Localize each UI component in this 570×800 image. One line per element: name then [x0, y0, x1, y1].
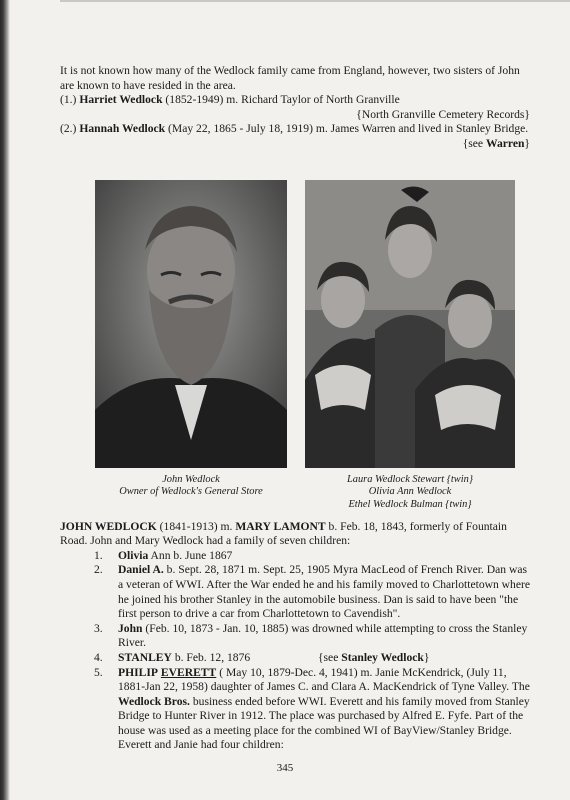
wedlock-sisters-photo: [305, 180, 515, 468]
child-number: 5.: [94, 665, 103, 679]
child-number: 4.: [94, 650, 103, 664]
caption-line: John Wedlock: [162, 473, 220, 485]
list-item: [60, 549, 530, 564]
sister-2-note: [60, 137, 530, 152]
intro-section: [60, 64, 530, 152]
child-name-underlined: EVERETT: [160, 665, 217, 679]
child-bold-mid: Wedlock Bros.: [118, 694, 190, 708]
spouse-name: MARY LAMONT: [235, 519, 326, 533]
caption-line: Owner of Wedlock's General Store: [119, 486, 263, 498]
child-name: Daniel A.: [118, 563, 164, 577]
child-text: Ann b. June 1867: [150, 548, 233, 562]
sister-1-note: {North Granville Cemetery Records}: [356, 107, 530, 121]
family-text: b. Feb. 18, 1843, formerly of Fountain Road. John and Mary Wedlock had a family of seven children:: [60, 519, 507, 548]
john-wedlock-photo: [95, 180, 287, 468]
child-number: 3.: [94, 621, 103, 635]
see-note: [318, 651, 429, 664]
sister-2-number: (2.): [60, 122, 77, 136]
page-number: 345: [276, 762, 294, 774]
list-item: [60, 651, 530, 666]
sister-2: [60, 122, 530, 137]
family-section: [60, 520, 530, 754]
list-item: [60, 666, 530, 754]
caption-line: Olivia Ann Wedlock: [368, 486, 452, 498]
photo-section: [60, 180, 530, 520]
sister-1-number: (1.): [60, 93, 77, 107]
list-item: [60, 563, 530, 621]
note-prefix: {see: [317, 650, 342, 664]
note-suffix: }: [423, 650, 430, 664]
family-head: [60, 520, 530, 549]
page-top-edge: [60, 0, 570, 2]
sisters-caption: [305, 474, 515, 512]
sister-2-name: Hannah Wedlock: [79, 122, 166, 136]
child-text: (Feb. 10, 1873 - Jan. 10, 1885) was drowned while attempting to cross the Stanley River.: [118, 621, 528, 650]
page-content: [60, 64, 530, 753]
note-bold: Stanley Wedlock: [341, 650, 424, 664]
child-number: 2.: [94, 563, 103, 577]
note-bold: Warren: [485, 136, 525, 150]
head-name: JOHN WEDLOCK: [60, 519, 157, 533]
children-list: [60, 549, 530, 753]
child-text: b. Sept. 28, 1871 m. Sept. 25, 1905 Myra MacLeod of French River. Dan was a veteran of WWI. After the War ended he and his family moved to Charlottetown where he joined his brother Stanley in the automobile business. Dan is said to have been "the first person to drive a car from Charlottetown to Cavendish".: [118, 563, 531, 621]
child-text: ( May 10, 1879-Dec. 4, 1941) m. Janie McKendrick, (July 11, 1881-Jan 22, 1958) daughter of James C. and Clara A. MacKendrick of Tyne Valley. The: [118, 665, 530, 694]
binding-shadow: [0, 0, 10, 800]
child-name: PHILIP: [118, 665, 158, 679]
child-name: Olivia: [118, 548, 149, 562]
note-suffix: }: [524, 136, 530, 150]
head-dates: (1841-1913) m.: [159, 519, 233, 533]
child-number: 1.: [94, 548, 103, 562]
john-wedlock-caption: [95, 474, 287, 500]
sister-1-name: Harriet Wedlock: [79, 93, 163, 107]
caption-line: Ethel Wedlock Bulman {twin}: [348, 499, 472, 511]
sister-1-text: (1852-1949) m. Richard Taylor of North Granville: [165, 93, 400, 107]
child-name: John: [118, 621, 143, 635]
intro-text: It is not known how many of the Wedlock family came from England, however, two sisters of John are known to have resided in the area.: [60, 64, 520, 92]
caption-line: Laura Wedlock Stewart {twin}: [347, 473, 473, 485]
child-text: b. Feb. 12, 1876: [174, 650, 251, 664]
list-item: [60, 622, 530, 651]
child-name: STANLEY: [118, 650, 172, 664]
sister-2-text: (May 22, 1865 - July 18, 1919) m. James Warren and lived in Stanley Bridge.: [168, 122, 529, 136]
sister-1: [60, 93, 530, 108]
note-prefix: {see: [462, 136, 486, 150]
child-text-b: business ended before WWI. Everett and his family moved from Stanley Bridge to Hunter River in 1912. The place was purchased by Alfred E. Fyfe. Part of the house was used as a meeting place for the combined WI of BayView/Stanley Bridge. Everett and Janie had four children:: [118, 694, 530, 752]
